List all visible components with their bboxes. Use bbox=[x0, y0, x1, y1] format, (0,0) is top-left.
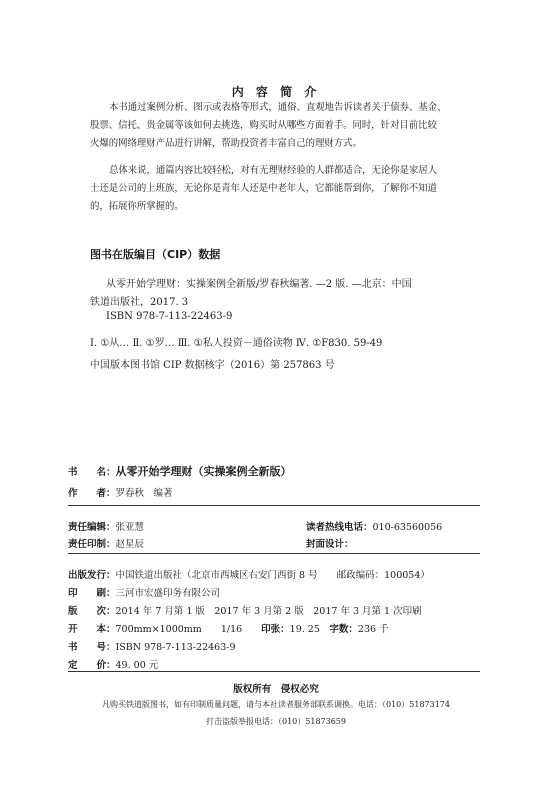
piracy-report: 打击盗版举报电话：（010）51873659 bbox=[206, 717, 346, 726]
summary-paragraph-2 bbox=[90, 162, 475, 216]
publisher-row bbox=[68, 563, 430, 582]
summary-title: 内 容 简 介 bbox=[231, 85, 321, 99]
divider-top bbox=[68, 505, 480, 506]
divider-bottom bbox=[68, 671, 480, 672]
author-row bbox=[68, 481, 173, 500]
edition-value: 2014 年 7 月第 1 版 2017 年 3 月第 2 版 2017 年 3 月第 1 次印刷 bbox=[115, 606, 422, 617]
book-name-label: 书 名： bbox=[68, 467, 116, 478]
cip-record: 中国版本图书馆 CIP 数据核字（2016）第 257863 号 bbox=[90, 360, 335, 371]
printer-value: 三河市宏盛印务有限公司 bbox=[115, 588, 221, 599]
editor-value: 张亚慧 bbox=[115, 522, 145, 533]
price-label: 定 价： bbox=[68, 660, 116, 671]
sheets-label: 印张： bbox=[261, 624, 290, 635]
words-value: 236 千 bbox=[357, 624, 389, 635]
format-label: 开 本： bbox=[68, 624, 116, 635]
summary-p2-line: 总体来说，通篇内容比较轻松，对有无理财经验的人群都适合，无论你是家居人 bbox=[109, 165, 438, 176]
summary-p1-line: 火爆的网络理财产品进行讲解，帮助投资者丰富自己的理财方式。 bbox=[90, 138, 362, 149]
rights-statement: 版权所有 侵权必究 bbox=[233, 684, 319, 695]
summary-p1-line: 本书通过案例分析、图示或表格等形式，通俗、直观地告诉读者关于债券、基金、 bbox=[109, 102, 447, 113]
sheets-value: 19. 25 bbox=[289, 624, 330, 635]
isbn-row bbox=[68, 635, 236, 654]
summary-p1-line: 股票、信托、贵金属等该如何去挑选，购买时从哪些方面着手。同时，针对目前比较 bbox=[90, 120, 437, 131]
printer-label: 印 刷： bbox=[68, 588, 116, 599]
edition-label: 版 次： bbox=[68, 606, 116, 617]
isbn-value: ISBN 978-7-113-22463-9 bbox=[115, 642, 236, 653]
print-value: 赵星辰 bbox=[115, 539, 145, 550]
format-value: 700mm×1000mm 1/16 bbox=[115, 624, 262, 635]
format-row bbox=[68, 617, 389, 636]
publisher-label: 出版发行： bbox=[68, 570, 116, 581]
cover-row bbox=[306, 532, 354, 551]
isbn-label: 书 号： bbox=[68, 642, 116, 653]
cip-line-2: 铁道出版社，2017. 3 bbox=[90, 297, 189, 308]
editor-label: 责任编辑： bbox=[68, 522, 116, 533]
price-row bbox=[68, 653, 158, 672]
author-label: 作 者： bbox=[68, 488, 116, 499]
hotline-label: 读者热线电话： bbox=[306, 522, 373, 533]
summary-paragraph-1 bbox=[90, 99, 475, 153]
author-value: 罗春秋 编著 bbox=[115, 488, 173, 499]
book-name-row bbox=[68, 460, 292, 479]
cip-isbn: ISBN 978-7-113-22463-9 bbox=[106, 311, 233, 322]
quality-notice: 凡购买铁道版图书，如有印制质量问题，请与本社读者服务部联系调换。电话：（010）51873174 bbox=[102, 700, 450, 709]
words-label: 字数： bbox=[329, 624, 358, 635]
publisher-value: 中国铁道出版社（北京市西城区右安门西街 8 号 邮政编码：100054） bbox=[115, 570, 430, 581]
divider-middle bbox=[68, 553, 480, 554]
print-row bbox=[68, 532, 144, 551]
print-label: 责任印制： bbox=[68, 539, 116, 550]
edition-row bbox=[68, 599, 422, 618]
book-name-value: 从零开始学理财（实操案例全新版） bbox=[115, 465, 292, 478]
summary-p2-line: 的，拓展你所掌握的。 bbox=[90, 201, 184, 212]
cip-line-1: 从零开始学理财：实操案例全新版/罗春秋编著. —2 版. —北京：中国 bbox=[106, 279, 412, 290]
hotline-value: 010-63560056 bbox=[372, 522, 443, 533]
cip-classification: Ⅰ. ①从… Ⅱ. ①罗… Ⅲ. ①私人投资－通俗读物 Ⅳ. ①F830. 59-49 bbox=[90, 338, 383, 349]
cip-heading: 图书在版编目（CIP）数据 bbox=[90, 248, 221, 261]
summary-p2-line: 士还是公司的上班族，无论你是青年人还是中老年人，它都能帮到你，了解你不知道 bbox=[90, 183, 437, 194]
price-value: 49. 00 元 bbox=[115, 660, 159, 671]
printer-row bbox=[68, 581, 220, 600]
cover-label: 封面设计： bbox=[306, 539, 354, 550]
